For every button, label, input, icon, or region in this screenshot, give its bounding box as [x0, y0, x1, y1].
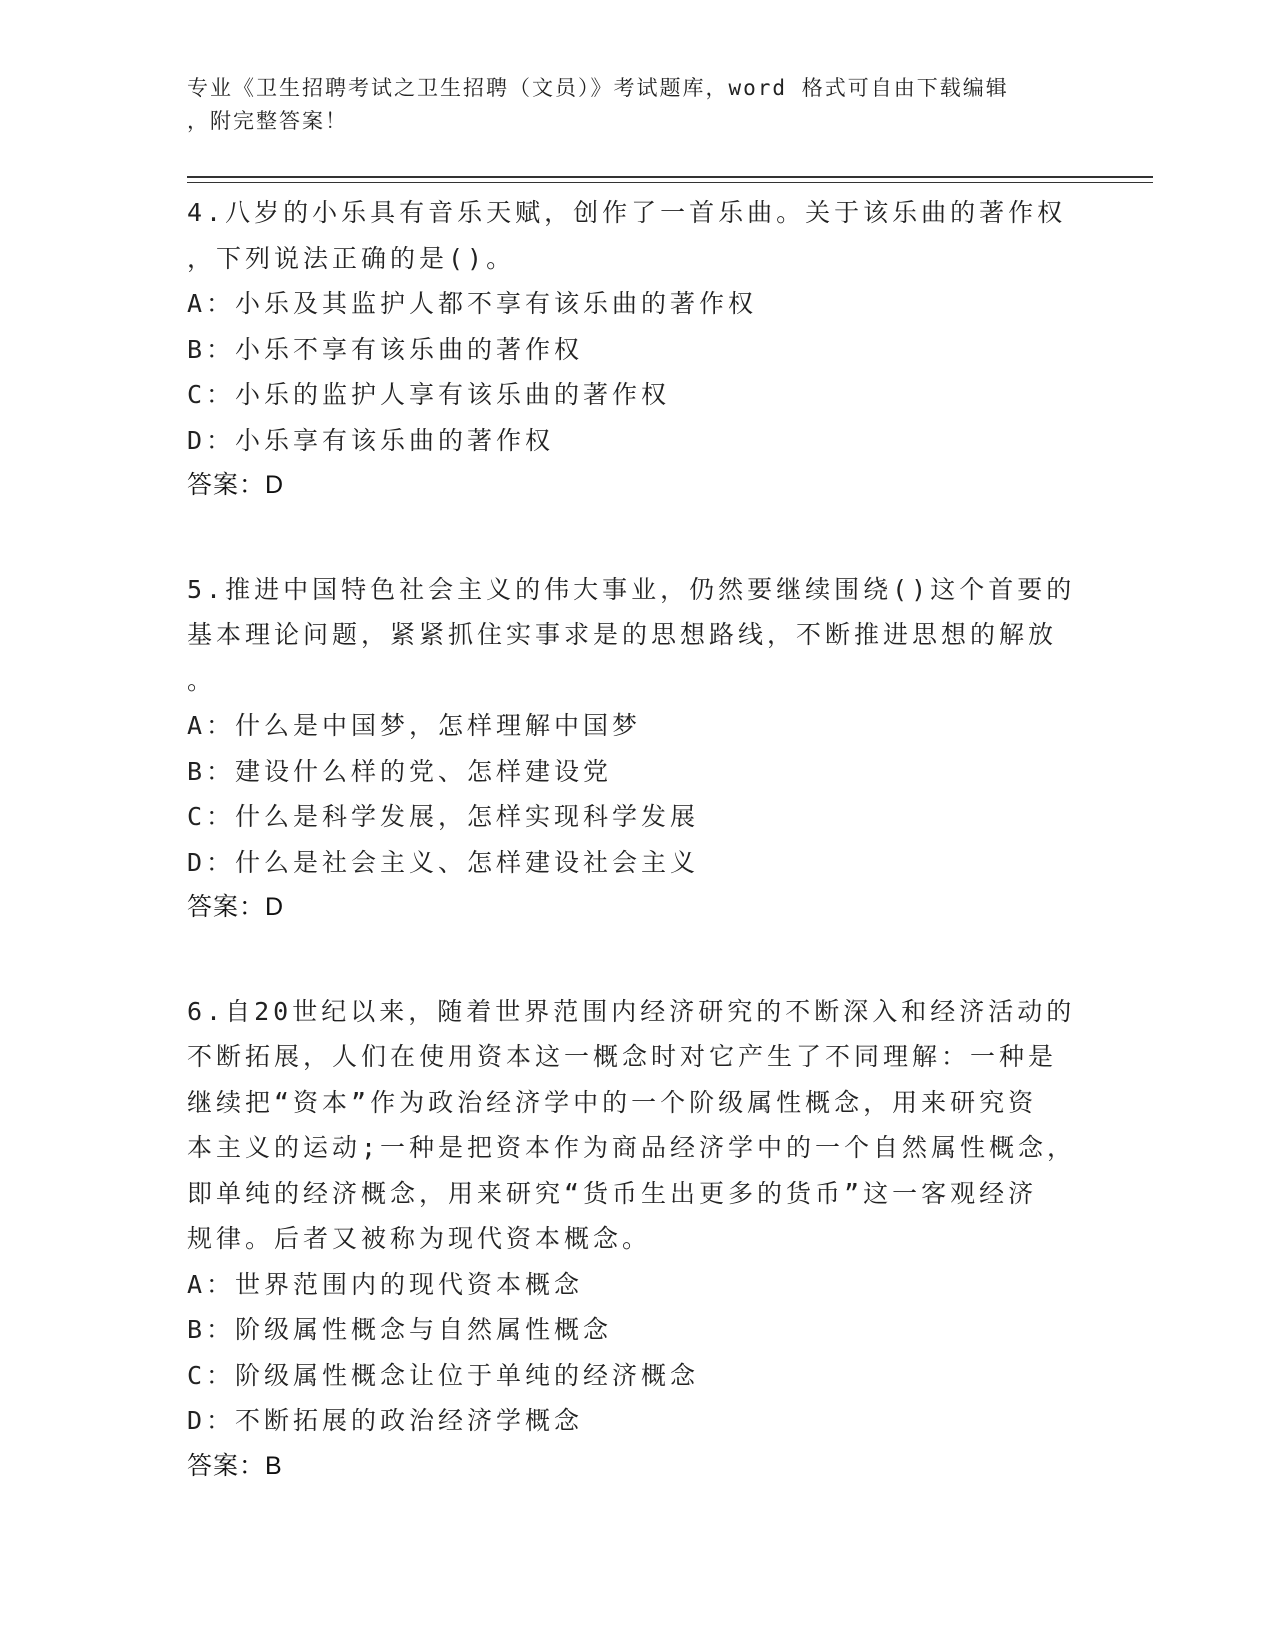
question-stem-line: 本主义的运动;一种是把资本作为商品经济学中的一个自然属性概念， [187, 1133, 1077, 1162]
header-line-1: 专业《卫生招聘考试之卫生招聘（文员）》考试题库，word 格式可自由下载编辑 [187, 76, 1009, 100]
header-line-2: ，附完整答案！ [187, 109, 348, 133]
answer-line: 答案：D [187, 471, 285, 499]
option-c: C：什么是科学发展，怎样实现科学发展 [187, 802, 700, 831]
option-b: B：建设什么样的党、怎样建设党 [187, 756, 613, 786]
question-stem-line: 5.推进中国特色社会主义的伟大事业，仍然要继续围绕()这个首要的 [187, 574, 1076, 604]
answer-line: 答案：B [187, 1451, 283, 1480]
question-stem-line: 6.自20世纪以来，随着世界范围内经济研究的不断深入和经济活动的 [187, 996, 1076, 1026]
option-a: A：什么是中国梦，怎样理解中国梦 [187, 711, 642, 740]
answer-line: 答案：D [187, 893, 285, 921]
option-b: B：小乐不享有该乐曲的著作权 [187, 334, 584, 364]
question-6 [187, 989, 1077, 1490]
question-4 [187, 190, 1077, 509]
question-stem-line: 基本理论问题，紧紧抓住实事求是的思想路线，不断推进思想的解放 [187, 620, 1058, 649]
option-b: B：阶级属性概念与自然属性概念 [187, 1315, 613, 1344]
option-c: C：阶级属性概念让位于单纯的经济概念 [187, 1360, 700, 1390]
question-stem-line: 规律。后者又被称为现代资本概念。 [187, 1224, 652, 1253]
header-divider-thick [187, 176, 1153, 178]
question-stem-line: 4.八岁的小乐具有音乐天赋，创作了一首乐曲。关于该乐曲的著作权 [187, 198, 1067, 227]
header-divider-thin [187, 182, 1153, 183]
question-stem-line: 继续把“资本”作为政治经济学中的一个阶级属性概念，用来研究资 [187, 1087, 1038, 1117]
option-a: A：世界范围内的现代资本概念 [187, 1269, 584, 1299]
document-header [187, 72, 1077, 138]
question-list [187, 190, 1077, 1547]
option-d: D：什么是社会主义、怎样建设社会主义 [187, 847, 700, 877]
question-stem-line: 即单纯的经济概念，用来研究“货币生出更多的货币”这一客观经济 [187, 1178, 1038, 1208]
question-stem-line: 。 [187, 665, 217, 695]
question-stem-line: 不断拓展，人们在使用资本这一概念时对它产生了不同理解：一种是 [187, 1042, 1058, 1071]
option-d: D：不断拓展的政治经济学概念 [187, 1406, 584, 1435]
option-c: C：小乐的监护人享有该乐曲的著作权 [187, 380, 671, 409]
question-5 [187, 567, 1077, 931]
option-a: A：小乐及其监护人都不享有该乐曲的著作权 [187, 289, 758, 318]
question-stem-line: ，下列说法正确的是()。 [187, 243, 516, 273]
option-d: D：小乐享有该乐曲的著作权 [187, 425, 555, 455]
